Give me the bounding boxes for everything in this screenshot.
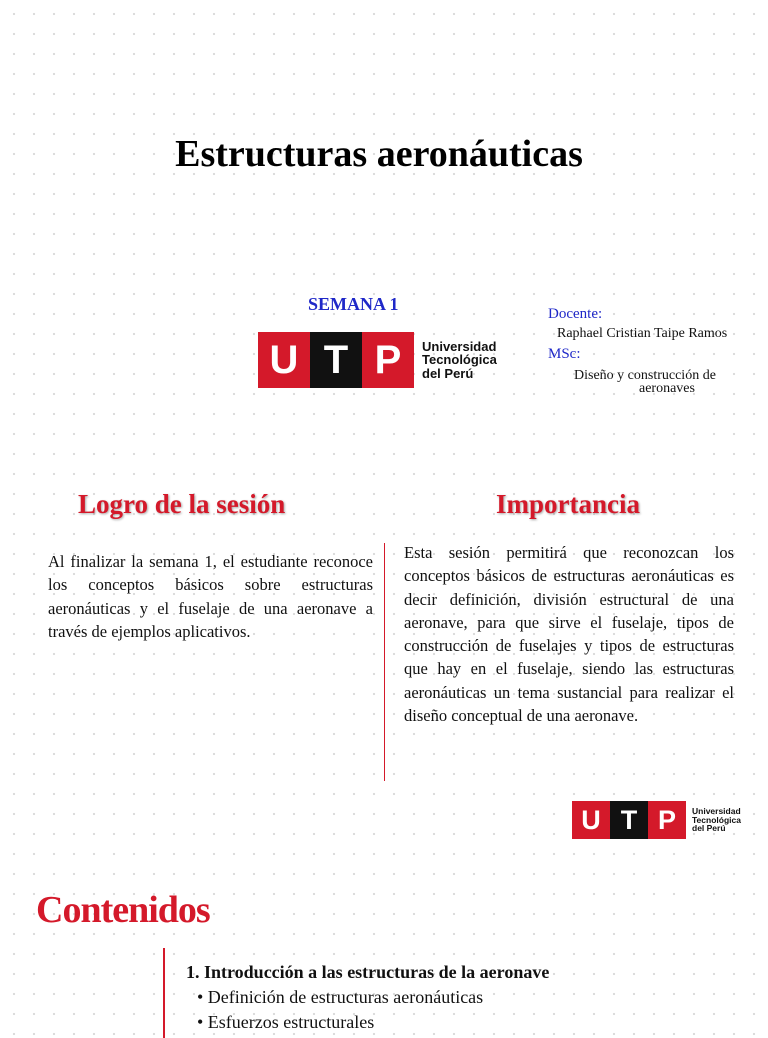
logo-letter-t: T [610, 801, 648, 839]
course-name-line2: aeronaves [639, 381, 695, 396]
contents-heading: Contenidos [36, 889, 210, 931]
column-divider [384, 543, 385, 781]
importancia-heading: Importancia [496, 489, 640, 519]
contents-item-1: 1. Introducción a las estructuras de la aeronave [186, 962, 550, 982]
page-title: Estructuras aeronáuticas [175, 133, 583, 175]
contents-subitem-2: • Esfuerzos estructurales [197, 1012, 375, 1032]
university-name: Universidad Tecnológica del Perú [422, 338, 497, 381]
logo-letter-p: P [648, 801, 686, 839]
utp-logo [258, 332, 497, 388]
course-name-line1: Diseño y construcción de [574, 368, 716, 383]
docente-label: Docente: [548, 306, 603, 322]
university-name: Universidad Tecnológica del Perú [692, 805, 741, 834]
logro-text: Al finalizar la semana 1, el estudiante reconoce los conceptos básicos sobre estructuras aeronáuticas y el fuselaje de una aeronave a través de ejemplos aplicativos. [48, 552, 373, 641]
contents-subitem-1: • Definición de estructuras aeronáuticas [197, 987, 484, 1007]
logro-heading: Logro de la sesión [78, 489, 286, 519]
docente-name: Raphael Cristian Taipe Ramos [557, 326, 728, 341]
logo-letter-p: P [362, 332, 414, 388]
logo-letter-u: U [572, 801, 610, 839]
msc-label: MSc: [548, 346, 581, 362]
importancia-text: Esta sesión permitirá que reconozcan los conceptos básicos de estructuras aeronáuticas es decir definición, división estructural de una aeronave, para que sirve el fuselaje, tipos de construcción de fuselajes y tipos de estructuras que hay en el fuselaje, siendo las estructuras aeronáuticas un tema sustancial para realizar el diseño conceptual de una aeronave. [404, 543, 734, 726]
week-label: SEMANA 1 [308, 294, 399, 314]
logo-letter-u: U [258, 332, 310, 388]
contents-divider [163, 948, 165, 1038]
utp-logo-small [572, 801, 741, 839]
logo-letter-t: T [310, 332, 362, 388]
